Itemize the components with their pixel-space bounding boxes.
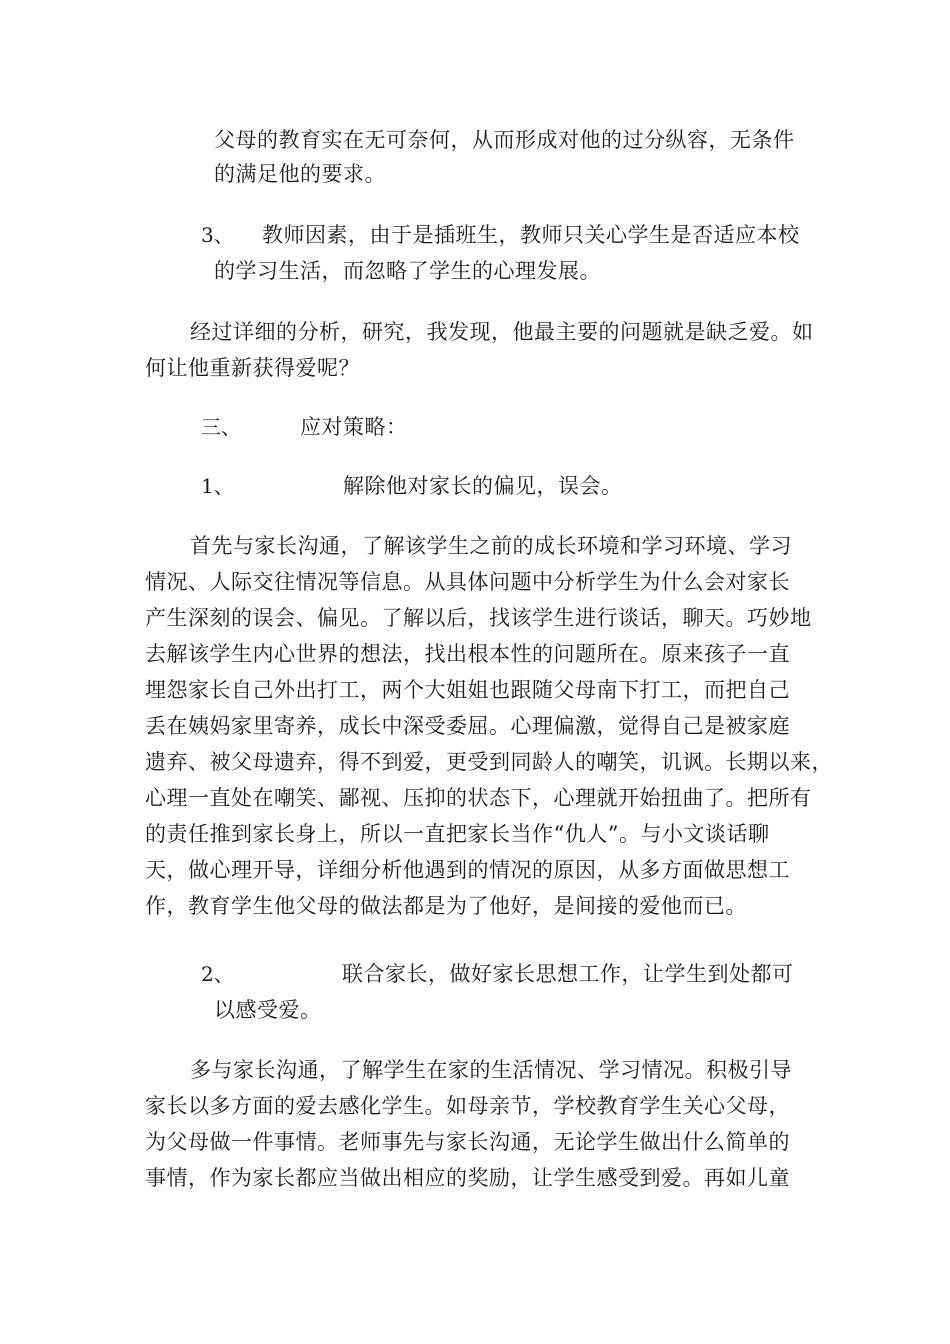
item-3-line-2: 的学习生活，而忽略了学生的心理发展。 <box>214 259 601 283</box>
paragraph-1-line-2: 情况、人际交往情况等信息。从具体问题中分析学生为什么会对家长 <box>145 570 790 594</box>
paragraph-2-line-3: 为父母做一件事情。老师事先与家长沟通，无论学生做出什么简单的 <box>145 1130 790 1154</box>
paragraph-2-line-1: 多与家长沟通，了解学生在家的生活情况、学习情况。积极引导 <box>190 1058 792 1082</box>
section-3-number: 三、 <box>201 415 241 439</box>
strategy-1-number: 1、 <box>201 474 234 498</box>
strategy-2-line-2: 以感受爱。 <box>214 998 322 1022</box>
analysis-paragraph-line-2: 何让他重新获得爱呢？ <box>145 356 360 380</box>
strategy-1-title: 解除他对家长的偏见，误会。 <box>343 474 623 498</box>
strategy-2-number: 2、 <box>201 962 234 986</box>
item-3-number: 3、 <box>201 223 234 247</box>
paragraph-1-line-11: 作，教育学生他父母的做法都是为了他好，是间接的爱他而已。 <box>145 894 747 918</box>
paragraph-1-line-10: 天，做心理开导，详细分析他遇到的情况的原因，从多方面做思想工 <box>145 858 790 882</box>
paragraph-1-line-1: 首先与家长沟通，了解该学生之前的成长环境和学习环境、学习 <box>190 534 792 558</box>
list-item-cont-line-1: 父母的教育实在无可奈何，从而形成对他的过分纵容，无条件 <box>214 128 795 152</box>
paragraph-1-line-9: 的责任推到家长身上，所以一直把家长当作“仇人”。与小文谈话聊 <box>145 822 770 846</box>
list-item-cont-line-2: 的满足他的要求。 <box>214 162 386 186</box>
paragraph-2-line-4: 事情，作为家长都应当做出相应的奖励，让学生感受到爱。再如儿童 <box>145 1166 790 1190</box>
section-3-title: 应对策略： <box>300 415 408 439</box>
paragraph-1-line-7: 遗弃、被父母遗弃，得不到爱，更受到同龄人的嘲笑，讥讽。长期以来， <box>145 750 833 774</box>
paragraph-1-line-5: 埋怨家长自己外出打工，两个大姐姐也跟随父母南下打工，而把自己 <box>145 678 790 702</box>
paragraph-1-line-8: 心理一直处在嘲笑、鄙视、压抑的状态下，心理就开始扭曲了。把所有 <box>145 786 812 810</box>
strategy-2-line-1: 联合家长，做好家长思想工作，让学生到处都可 <box>342 962 794 986</box>
paragraph-1-line-3: 产生深刻的误会、偏见。了解以后，找该学生进行谈话，聊天。巧妙地 <box>145 606 812 630</box>
analysis-paragraph-line-1: 经过详细的分析，研究，我发现，他最主要的问题就是缺乏爱。如 <box>190 320 814 344</box>
paragraph-2-line-2: 家长以多方面的爱去感化学生。如母亲节，学校教育学生关心父母， <box>145 1094 790 1118</box>
item-3-line-1: 教师因素，由于是插班生，教师只关心学生是否适应本校 <box>262 223 800 247</box>
paragraph-1-line-6: 丢在姨妈家里寄养，成长中深受委屈。心理偏激，觉得自己是被家庭 <box>145 714 790 738</box>
paragraph-1-line-4: 去解该学生内心世界的想法，找出根本性的问题所在。原来孩子一直 <box>145 642 790 666</box>
